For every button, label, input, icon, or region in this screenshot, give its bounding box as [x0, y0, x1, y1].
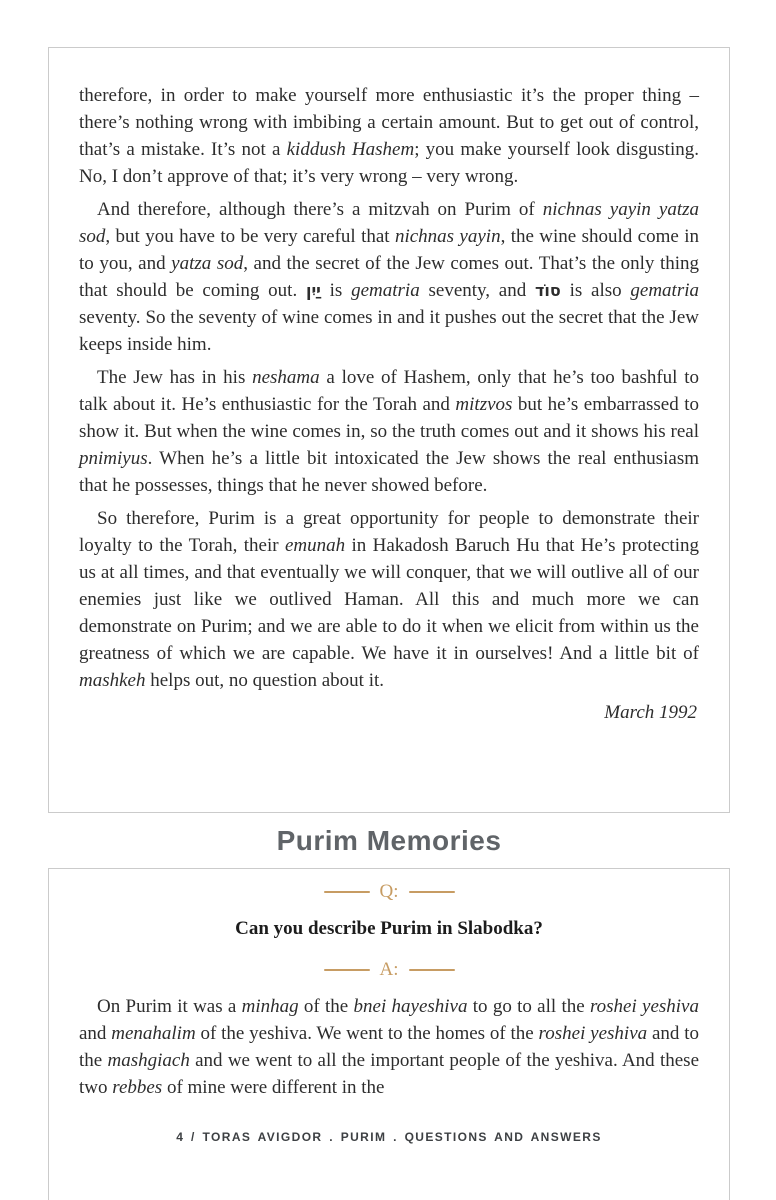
paragraph: therefore, in order to make yourself more enthusiastic it’s the proper thing – there’s nothing wrong with imbibing a certain amount. But to get out of control, that’s a mistake. It’s not a kiddush Hashem; you make yourself look disgusting. No, I don’t approve of that; it’s very wrong – very wrong. [79, 85, 699, 187]
body-paragraphs [79, 82, 699, 694]
paragraph: So therefore, Purim is a great opportunity for people to demonstrate their loyalty to the Torah, their emunah in Hakadosh Baruch Hu that He’s protecting us at all times, and that eventually we will conquer, that we will outlive all of our enemies just like we outlived Haman. All this and much more we can demonstrate on Purim; and we are able to do it when we elicit from within us the greatness of which we are capable. We have it in ourselves! And a little bit of mashkeh helps out, no question about it. [79, 508, 699, 691]
answer-paragraphs [79, 993, 699, 1101]
right-rule [409, 969, 455, 971]
left-rule [324, 969, 370, 971]
q-label: Q: [379, 881, 399, 902]
a-label: A: [379, 959, 399, 980]
paragraph: The Jew has in his neshama a love of Hashem, only that he’s too bashful to talk about it. He’s enthusiastic for the Torah and mitzvos but he’s embarrassed to show it. But when the wine comes in, so the truth comes out and it shows his real pnimiyus. When he’s a little bit intoxicated the Jew shows the real enthusiasm that he possesses, things that he never showed before. [79, 367, 699, 496]
section-title-band [48, 812, 730, 869]
section-title: Purim Memories [276, 824, 502, 856]
paragraph: And therefore, although there’s a mitzvah on Purim of nichnas yayin yatza sod, but you have to be very careful that nichnas yayin, the wine should come in to you, and yatza sod, and the secret of the Jew comes out. That’s the only thing that should be coming out. יַיִן is gematria seventy, and סוֹד is also gematria seventy. So the seventy of wine comes in and it pushes out the secret that the Jew keeps inside him. [79, 199, 700, 355]
main-text-section [48, 47, 730, 813]
question-marker [79, 881, 699, 903]
left-rule [324, 891, 370, 893]
right-rule [409, 891, 455, 893]
date-attribution: March 1992 [604, 702, 697, 723]
answer-marker [79, 959, 699, 981]
paragraph: On Purim it was a minhag of the bnei hayeshiva to go to all the roshei yeshiva and menahalim of the yeshiva. We went to the homes of the roshei yeshiva and to the mashgiach and we went to all the important people of the yeshiva. And these two rebbes of mine were different in the [79, 996, 700, 1098]
qa-section [48, 869, 730, 1200]
page-footer: 4 / TORAS AVIGDOR . PURIM . QUESTIONS AND ANSWERS [176, 1130, 602, 1144]
question-text: Can you describe Purim in Slabodka? [235, 918, 543, 939]
